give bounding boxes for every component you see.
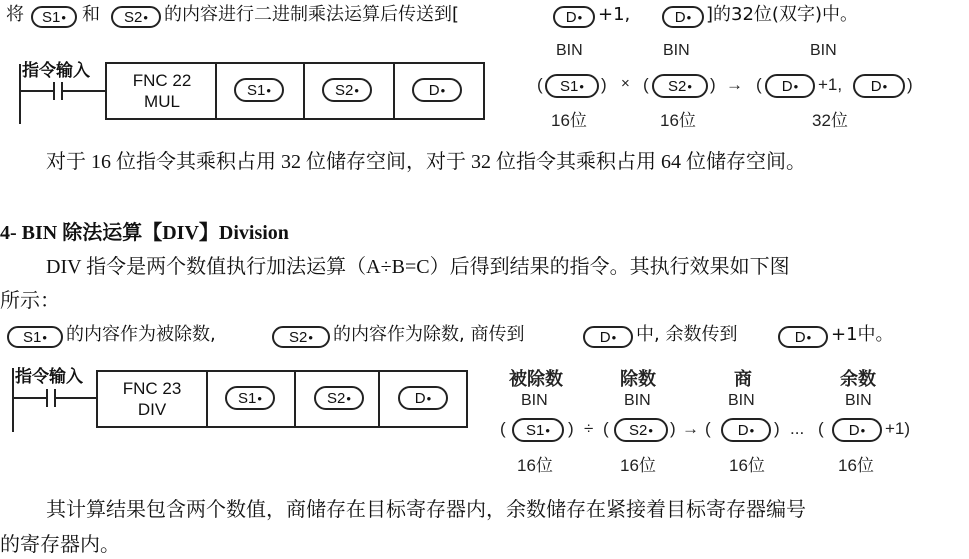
operand-dot: • <box>257 390 262 406</box>
operand-d-tag <box>853 74 905 98</box>
close-paren: ) <box>601 75 607 94</box>
open-paren: ( <box>603 419 609 438</box>
divider <box>378 372 380 426</box>
open-paren: ( <box>705 419 711 438</box>
operand-dot: • <box>793 78 799 94</box>
operand-label: S1 <box>526 421 545 439</box>
operand-dot: • <box>354 82 359 98</box>
open-paren: ( <box>643 75 649 94</box>
operand-dot: • <box>860 422 866 438</box>
rung-wire <box>14 397 46 399</box>
operand-dot: • <box>577 9 583 25</box>
operand-s2-tag <box>322 78 372 102</box>
operand-label: S2 <box>289 328 308 346</box>
operand-dot: • <box>61 9 66 25</box>
operand-dot: • <box>686 9 692 25</box>
quotient-label: 商 <box>734 369 752 389</box>
rung-wire <box>56 397 98 399</box>
operand-dot: • <box>42 329 47 345</box>
operand-dot: • <box>648 422 653 438</box>
operand-label: S1 <box>247 81 266 99</box>
rung-wire <box>21 90 53 92</box>
bin-label: BIN <box>624 392 651 409</box>
mul-note: 对于 16 位指令其乘积占用 32 位储存空间，对于 32 位指令其乘积占用 64 位储存空间。 <box>46 151 806 173</box>
arrow: → <box>682 419 699 438</box>
operand-d-tag <box>721 418 771 442</box>
bit-width-label: 16位 <box>838 456 874 475</box>
operand-label: D <box>870 77 882 95</box>
operand-label: S2 <box>327 389 346 407</box>
operand-s1-tag <box>225 386 275 410</box>
div-intro-text-1: 的内容作为被除数, <box>66 324 216 345</box>
divider <box>215 64 217 118</box>
bit-width-label: 16位 <box>660 111 696 130</box>
rung-wire <box>63 90 107 92</box>
divider <box>393 64 395 118</box>
fnc-code-cell <box>113 70 211 112</box>
mul-intro-text-4: +1, <box>598 4 631 25</box>
operand-dot: • <box>882 78 888 94</box>
bin-label: BIN <box>728 392 755 409</box>
plus-one: +1) <box>885 419 911 438</box>
bin-label: BIN <box>810 42 837 59</box>
bit-width-label: 16位 <box>620 456 656 475</box>
operand-label: D <box>848 421 860 439</box>
dividend-label: 被除数 <box>509 369 563 389</box>
operand-d-tag <box>583 326 633 348</box>
contact-left <box>53 82 55 100</box>
fnc-code: FNC 22 <box>132 71 192 90</box>
divider <box>294 372 296 426</box>
operand-dot: • <box>545 422 550 438</box>
fnc-code: FNC 23 <box>122 379 182 398</box>
arrow: → <box>726 75 743 94</box>
divide-sign: ÷ <box>584 419 594 438</box>
div-intro-text-4: +1中。 <box>831 324 894 345</box>
operand-label: D <box>565 8 577 26</box>
open-paren: ( <box>500 419 506 438</box>
div-intro-text-2: 的内容作为除数, 商传到 <box>333 324 525 345</box>
operand-label: S1 <box>560 77 579 95</box>
operand-s2-tag <box>314 386 364 410</box>
open-paren: ( <box>537 75 543 94</box>
ellipsis: ... <box>790 419 805 438</box>
operand-label: S2 <box>629 421 648 439</box>
operand-dot: • <box>266 82 271 98</box>
operand-label: S2 <box>124 8 143 26</box>
operand-dot: • <box>426 390 432 406</box>
open-paren: ( <box>818 419 824 438</box>
operand-label: S2 <box>668 77 687 95</box>
operand-d-tag <box>765 74 815 98</box>
mnemonic: MUL <box>144 92 180 111</box>
input-label: 指令输入 <box>22 61 90 81</box>
operand-dot: • <box>346 390 351 406</box>
contact-left <box>46 389 48 407</box>
div-intro-text-3: 中, 余数传到 <box>636 324 738 345</box>
operand-label: D <box>428 81 440 99</box>
operand-dot: • <box>579 78 584 94</box>
bit-width-label: 16位 <box>517 456 553 475</box>
operand-label: D <box>414 389 426 407</box>
operand-d-tag <box>398 386 448 410</box>
close-paren: ) <box>670 419 676 438</box>
operand-d-tag <box>553 6 595 28</box>
operand-s1-tag <box>545 74 599 98</box>
div-description-line-2: 所示： <box>0 290 60 312</box>
operand-label: D <box>674 8 686 26</box>
operand-s2-tag <box>652 74 708 98</box>
result-line-1: 其计算结果包含两个数值，商储存在目标寄存器内，余数储存在紧接着目标寄存器编号 <box>46 499 806 521</box>
bit-width-label: 16位 <box>729 456 765 475</box>
operand-s1-tag <box>234 78 284 102</box>
close-paren: ) <box>568 419 574 438</box>
operand-label: S1 <box>42 8 61 26</box>
operand-d-tag <box>832 418 882 442</box>
close-paren: ) <box>907 75 913 94</box>
operand-s2-tag <box>111 6 161 28</box>
operand-d-tag <box>778 326 828 348</box>
operand-dot: • <box>308 329 313 345</box>
mul-intro-text-3: 的内容进行二进制乘法运算后传送到[ <box>164 4 460 25</box>
div-section-heading: 4- BIN 除法运算【DIV】Division <box>0 222 289 244</box>
operand-dot: • <box>687 78 692 94</box>
times-sign: × <box>621 75 630 92</box>
bin-label: BIN <box>521 392 548 409</box>
mul-intro-text-5: ]的32位(双字)中。 <box>706 4 858 25</box>
bin-label: BIN <box>556 42 583 59</box>
operand-s2-tag <box>614 418 668 442</box>
operand-dot: • <box>440 82 446 98</box>
bit-width-label: 16位 <box>551 111 587 130</box>
mul-intro-text-2: 和 <box>82 4 100 25</box>
bin-label: BIN <box>663 42 690 59</box>
operand-label: D <box>781 77 793 95</box>
power-rail <box>12 368 14 432</box>
operand-label: S2 <box>335 81 354 99</box>
operand-s2-tag <box>272 326 330 348</box>
operand-label: S1 <box>238 389 257 407</box>
mul-intro-text-1: 将 <box>6 4 24 25</box>
divider <box>303 64 305 118</box>
remainder-label: 余数 <box>840 369 876 389</box>
operand-label: D <box>737 421 749 439</box>
operand-s1-tag <box>7 326 63 348</box>
input-label: 指令输入 <box>15 367 83 387</box>
operand-label: D <box>599 328 611 346</box>
operand-s1-tag <box>512 418 564 442</box>
close-paren: ) <box>710 75 716 94</box>
plus-one: +1, <box>818 75 843 94</box>
operand-label: S1 <box>23 328 42 346</box>
divisor-label: 除数 <box>620 369 656 389</box>
operand-s1-tag <box>31 6 77 28</box>
bin-label: BIN <box>845 392 872 409</box>
close-paren: ) <box>774 419 780 438</box>
power-rail <box>19 64 21 124</box>
operand-dot: • <box>749 422 755 438</box>
divider <box>206 372 208 426</box>
bit-width-label: 32位 <box>812 111 848 130</box>
operand-dot: • <box>143 9 148 25</box>
mnemonic: DIV <box>137 400 167 419</box>
operand-d-tag <box>412 78 462 102</box>
operand-label: D <box>794 328 806 346</box>
fnc-code-cell <box>102 378 202 420</box>
result-line-2: 的寄存器内。 <box>0 534 120 556</box>
operand-dot: • <box>806 329 812 345</box>
operand-dot: • <box>611 329 617 345</box>
div-description-line-1: DIV 指令是两个数值执行加法运算（A÷B=C）后得到结果的指令。其执行效果如下图 <box>46 256 790 278</box>
operand-d-tag <box>662 6 704 28</box>
open-paren: ( <box>756 75 762 94</box>
